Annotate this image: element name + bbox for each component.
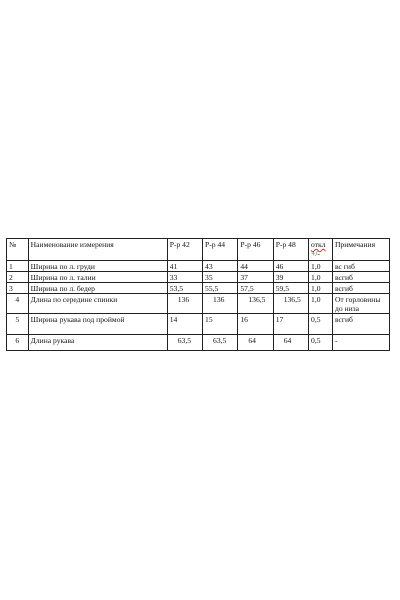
cell-name: Длина рукава [28,335,167,351]
table-row [7,272,390,283]
cell-size-44: 43 [203,261,238,272]
table-row [7,283,390,294]
table-row [7,335,390,351]
cell-name: Ширина по л. бедер [28,283,167,294]
cell-no: 4 [7,294,29,314]
table-row [7,294,390,314]
header-name: Наименование измерения [28,239,167,261]
cell-size-42: 14 [167,314,202,335]
table-row [7,261,390,272]
cell-size-48: 17 [273,314,308,335]
cell-size-42: 136 [167,294,202,314]
cell-tolerance: 1,0 [309,294,333,314]
cell-size-46: 16 [238,314,273,335]
cell-size-42: 41 [167,261,202,272]
header-size-42: Р-р 42 [167,239,202,261]
cell-name: Ширина по л. груди [28,261,167,272]
cell-note: всгиб [332,314,389,335]
table-header-row [7,239,390,261]
cell-size-44: 136 [203,294,238,314]
note-text: вс гиб [334,262,355,271]
cell-name: Ширина по л. талии [28,272,167,283]
header-tolerance [309,239,333,261]
cell-note: всгиб [332,272,389,283]
cell-no: 3 [7,283,29,294]
cell-tolerance: 0,5 [309,314,333,335]
cell-no: 1 [7,261,29,272]
cell-size-48: 39 [273,272,308,283]
header-no: № [7,239,29,261]
measurement-table [6,238,390,351]
cell-size-44: 55,5 [203,283,238,294]
cell-tolerance: 1,0 [309,272,333,283]
cell-size-48: 136,5 [273,294,308,314]
cell-size-42: 33 [167,272,202,283]
header-tolerance-main: откл [311,240,326,249]
header-size-44: Р-р 44 [203,239,238,261]
cell-name: Ширина рукава под проймой [28,314,167,335]
cell-name: Длина по середине спинки [28,294,167,314]
cell-size-42: 63,5 [167,335,202,351]
cell-note: - [332,335,389,351]
header-size-46: Р-р 46 [238,239,273,261]
header-tolerance-sub: +/- [311,249,320,258]
cell-size-42: 53,5 [167,283,202,294]
table-row [7,314,390,335]
cell-tolerance: 0,5 [309,335,333,351]
header-size-48: Р-р 48 [273,239,308,261]
cell-size-46: 37 [238,272,273,283]
cell-no: 5 [7,314,29,335]
cell-size-48: 46 [273,261,308,272]
cell-size-48: 59,5 [273,283,308,294]
header-notes: Примечания [332,239,389,261]
cell-size-44: 15 [203,314,238,335]
cell-note [332,261,389,272]
cell-size-44: 35 [203,272,238,283]
cell-size-48: 64 [273,335,308,351]
cell-size-46: 44 [238,261,273,272]
cell-note: От горловины до низа [332,294,389,314]
cell-no: 6 [7,335,29,351]
cell-note: всгиб [332,283,389,294]
cell-size-44: 63,5 [203,335,238,351]
cell-tolerance: 1,0 [309,261,333,272]
cell-size-46: 64 [238,335,273,351]
cell-size-46: 57,5 [238,283,273,294]
cell-size-46: 136,5 [238,294,273,314]
cell-no: 2 [7,272,29,283]
cell-tolerance: 1,0 [309,283,333,294]
